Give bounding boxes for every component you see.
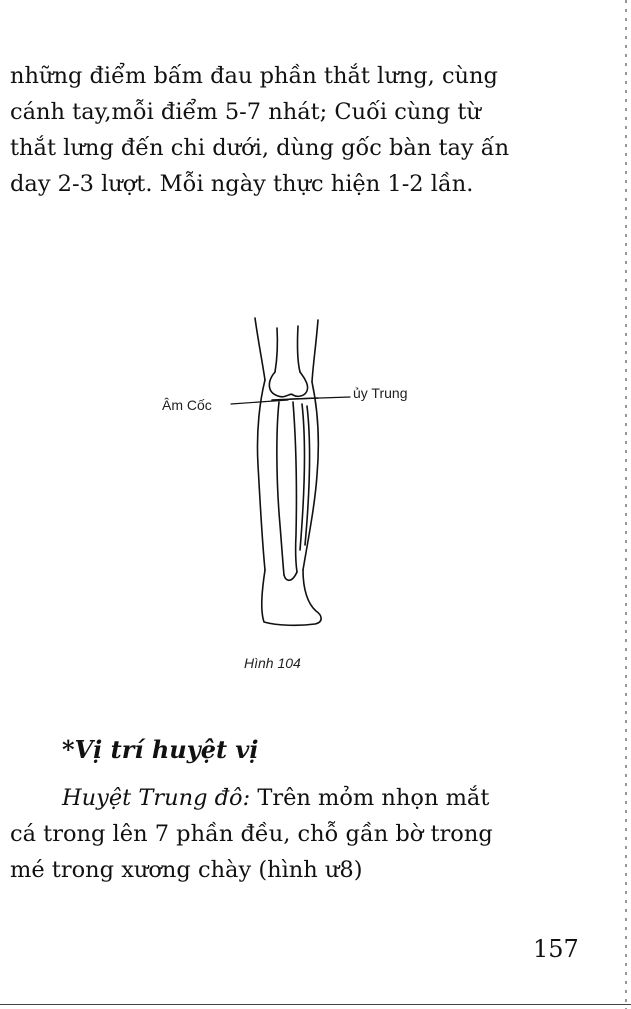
leg-illustration bbox=[150, 300, 450, 640]
bottom-rule bbox=[0, 1004, 631, 1005]
figure-caption: Hình 104 bbox=[244, 655, 301, 671]
text-line: những điểm bấm đau phần thắt lưng, cùng bbox=[10, 63, 498, 89]
text-line: day 2-3 lượt. Mỗi ngày thực hiện 1-2 lần. bbox=[10, 171, 474, 197]
label-am-coc: Âm Cốc bbox=[162, 397, 212, 413]
text-line: thắt lưng đến chi dưới, dùng gốc bàn tay ấn bbox=[10, 135, 510, 161]
text-line: cá trong lên 7 phần đều, chỗ gần bờ trong bbox=[10, 821, 493, 847]
leg-drawing bbox=[150, 300, 450, 640]
paragraph-top bbox=[10, 58, 585, 202]
text-line: mé trong xương chày (hình ư8) bbox=[10, 857, 363, 883]
text-line: cánh tay,mỗi điểm 5-7 nhát; Cuối cùng từ bbox=[10, 99, 481, 125]
page-edge-marks bbox=[625, 0, 627, 1009]
section-heading: *Vị trí huyệt vị bbox=[62, 735, 259, 764]
text-line bbox=[10, 780, 585, 816]
page-number: 157 bbox=[533, 935, 579, 963]
paragraph-bottom bbox=[10, 780, 585, 888]
term-label: Huyệt Trung đô: bbox=[62, 785, 251, 811]
label-uy-trung: ủy Trung bbox=[353, 385, 408, 401]
term-description: Trên mỏm nhọn mắt bbox=[250, 785, 490, 811]
